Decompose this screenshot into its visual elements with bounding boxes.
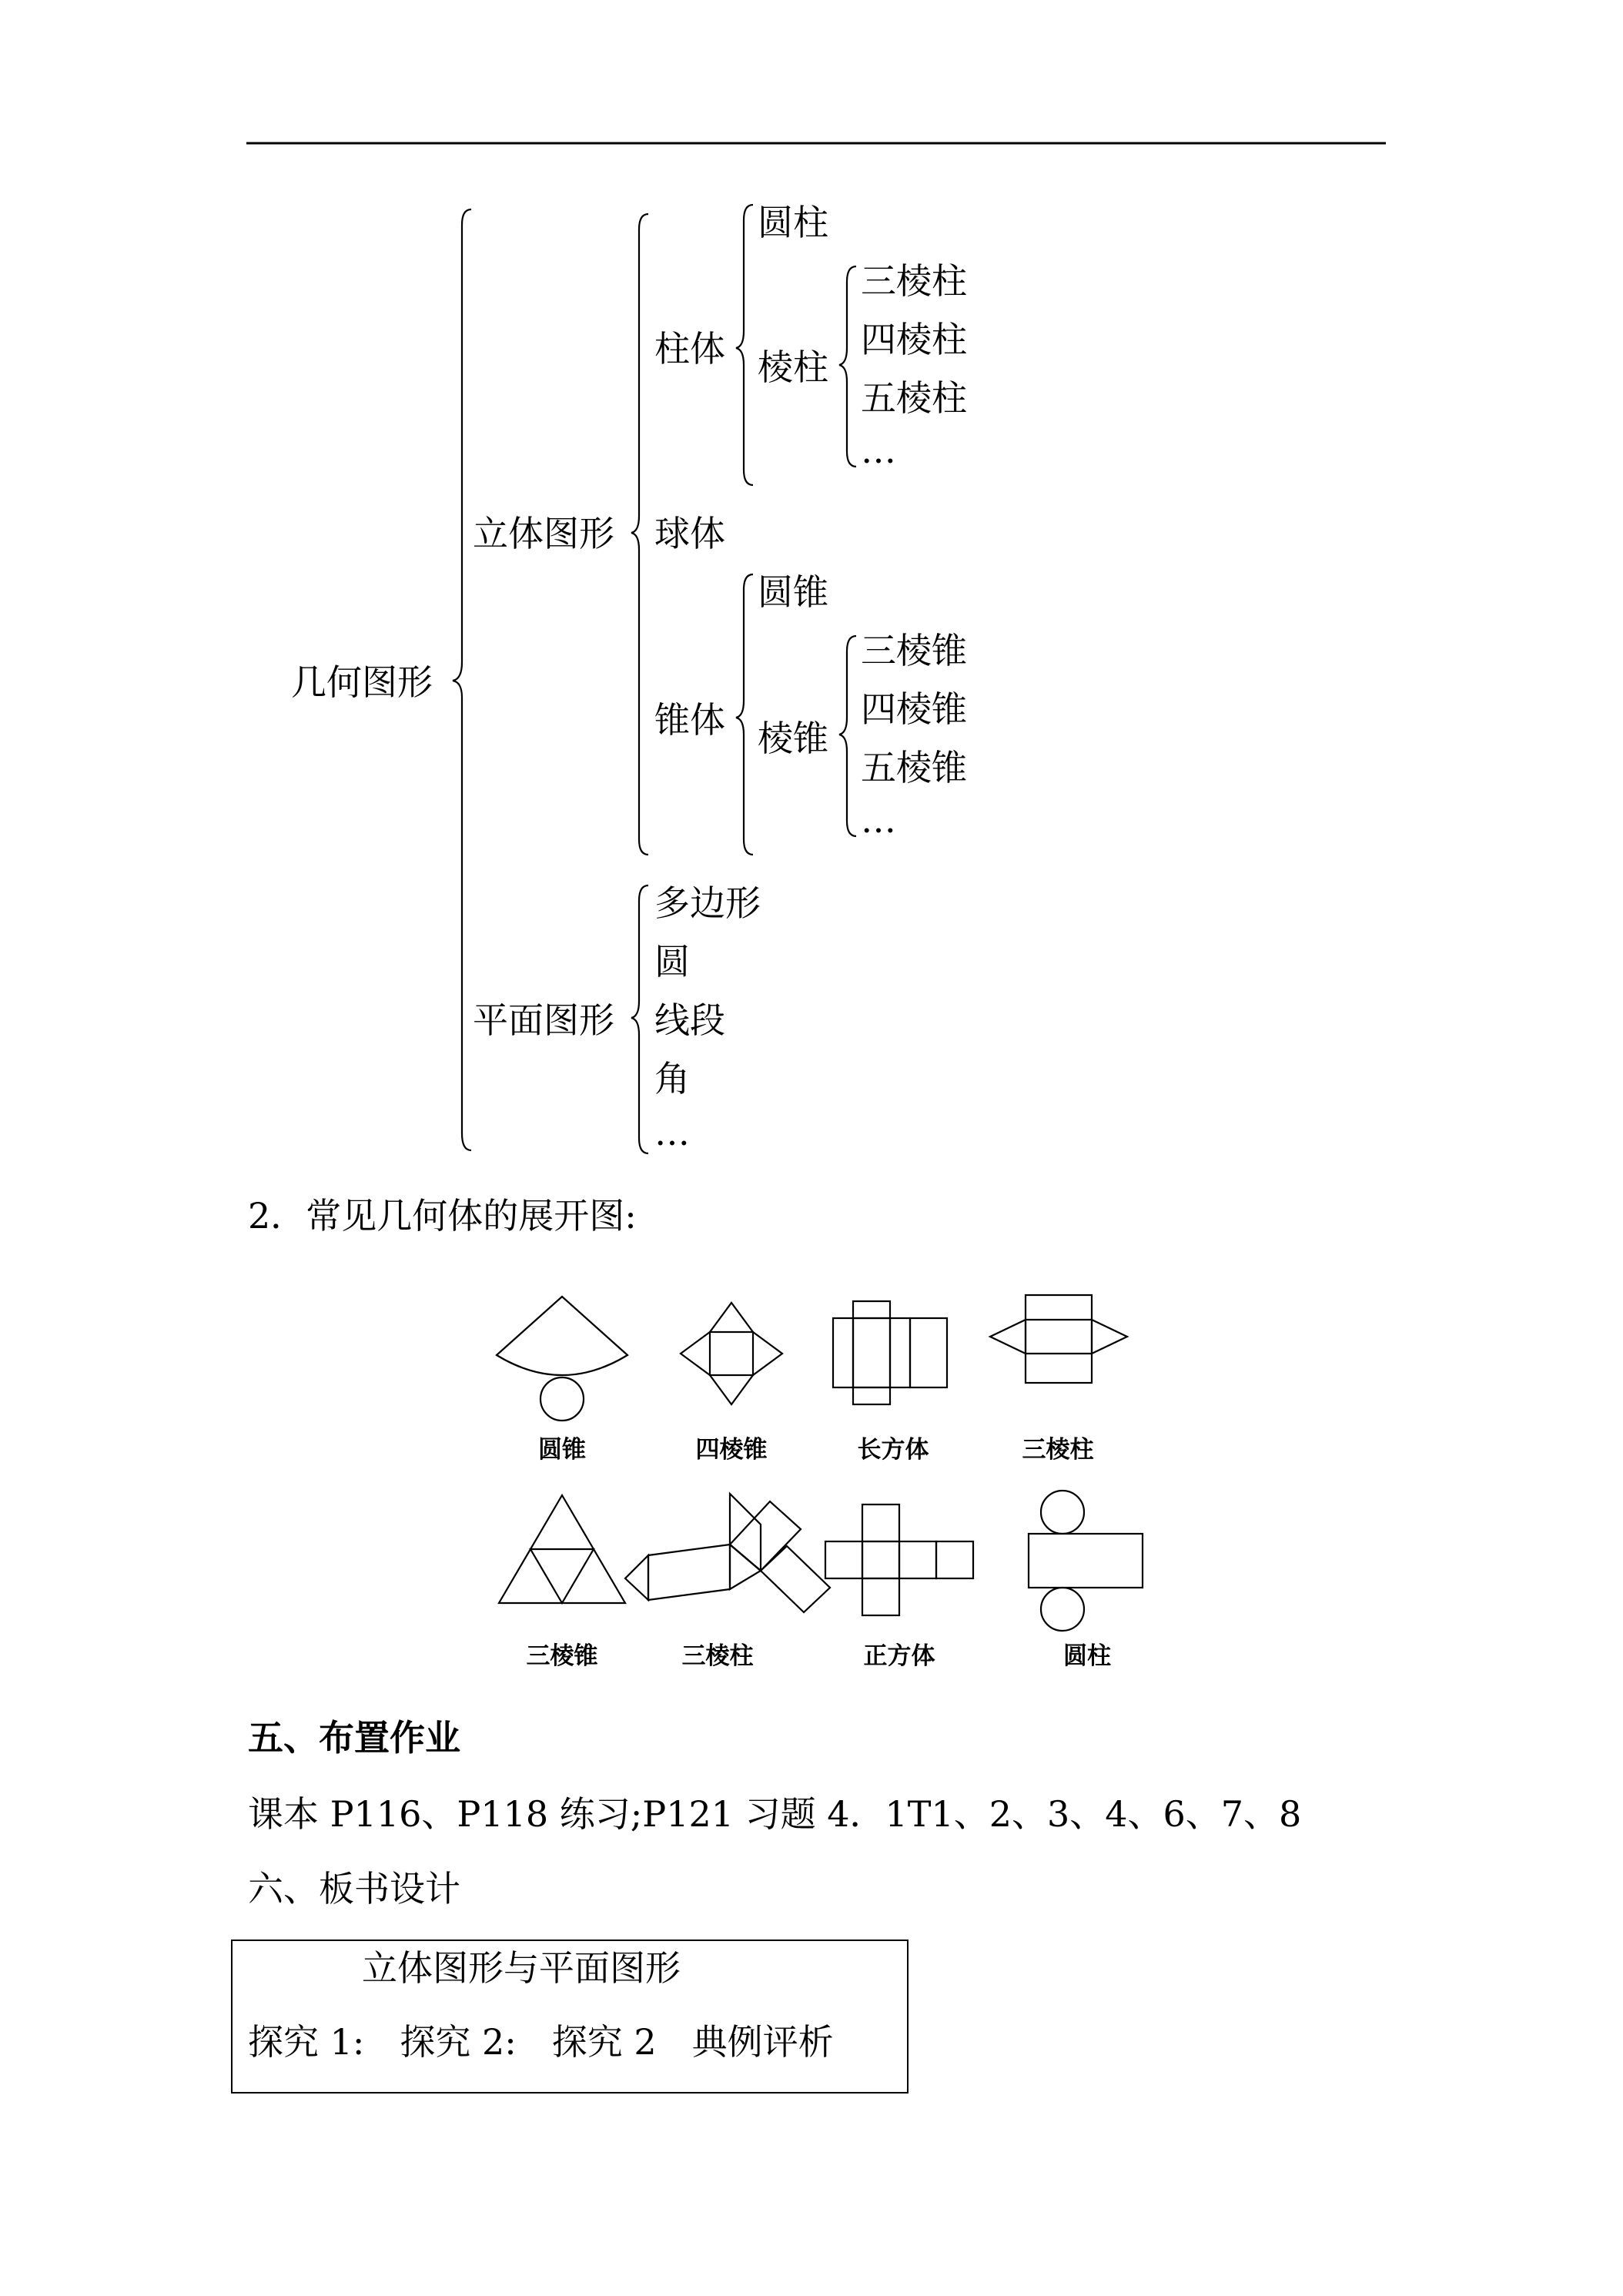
homework-text: 课本 P116、P118 练习;P121 习题 4．1T1、2、3、4、6、7、8 (248, 1793, 1302, 1835)
net-caption: 三棱锥 (526, 1642, 598, 1670)
tree-plane-item: 线段 (654, 999, 725, 1041)
board-line: 探究 1: 探究 2: 探究 2 典例评析 (248, 2021, 834, 2063)
tree-pyramid-item: … (861, 799, 896, 841)
tree-prism-item: 五棱柱 (861, 377, 967, 419)
tree-pyramid-item: 五棱锥 (861, 747, 967, 788)
net-caption: 圆锥 (538, 1436, 586, 1464)
tree-prism-item: 四棱柱 (861, 319, 967, 360)
net-triangular-pyramid (499, 1495, 625, 1603)
tree-cone: 圆锥 (758, 571, 828, 613)
tree-root: 几何图形 (291, 661, 433, 703)
section6-title: 六、板书设计 (248, 1868, 460, 1909)
tree-prism: 棱柱 (758, 346, 828, 388)
net-caption: 四棱锥 (695, 1436, 768, 1464)
tree-pyramid-item: 四棱锥 (861, 688, 967, 730)
net-triangular-prism-row1 (990, 1295, 1127, 1383)
net-cube (825, 1504, 973, 1615)
section5-title: 五、布置作业 (248, 1717, 460, 1759)
tree-pyramid-item: 三棱锥 (861, 630, 967, 671)
net-cylinder (1029, 1491, 1143, 1631)
tree-plane-item: 角 (654, 1058, 690, 1099)
tree-pyramid: 棱锥 (758, 718, 828, 759)
net-cone-row1 (497, 1297, 627, 1421)
net-triangular-prism-row2 (625, 1494, 830, 1612)
net-cuboid (833, 1301, 947, 1404)
net-square-pyramid (681, 1303, 782, 1404)
net-caption: 圆柱 (1063, 1642, 1111, 1670)
section2-title: 2．常见几何体的展开图: (248, 1195, 637, 1237)
tree-sphere: 球体 (654, 513, 725, 554)
board-design-box (231, 1940, 909, 2094)
tree-prism-item: 三棱柱 (861, 260, 967, 302)
tree-plane-item: 圆 (654, 941, 690, 982)
tree-prism-body: 柱体 (654, 328, 725, 370)
tree-plane: 平面图形 (473, 999, 614, 1041)
net-caption: 三棱柱 (1022, 1436, 1094, 1464)
tree-plane-item: 多边形 (654, 882, 761, 924)
net-caption: 正方体 (863, 1642, 935, 1670)
net-caption: 三棱柱 (681, 1642, 754, 1670)
tree-cone-body: 锥体 (654, 699, 725, 741)
tree-plane-item: … (654, 1112, 690, 1153)
board-title: 立体图形与平面图形 (362, 1947, 681, 1989)
tree-prism-item: … (861, 430, 896, 471)
tree-cylinder: 圆柱 (758, 202, 828, 243)
tree-solid: 立体图形 (473, 513, 614, 554)
net-caption: 长方体 (857, 1436, 929, 1464)
